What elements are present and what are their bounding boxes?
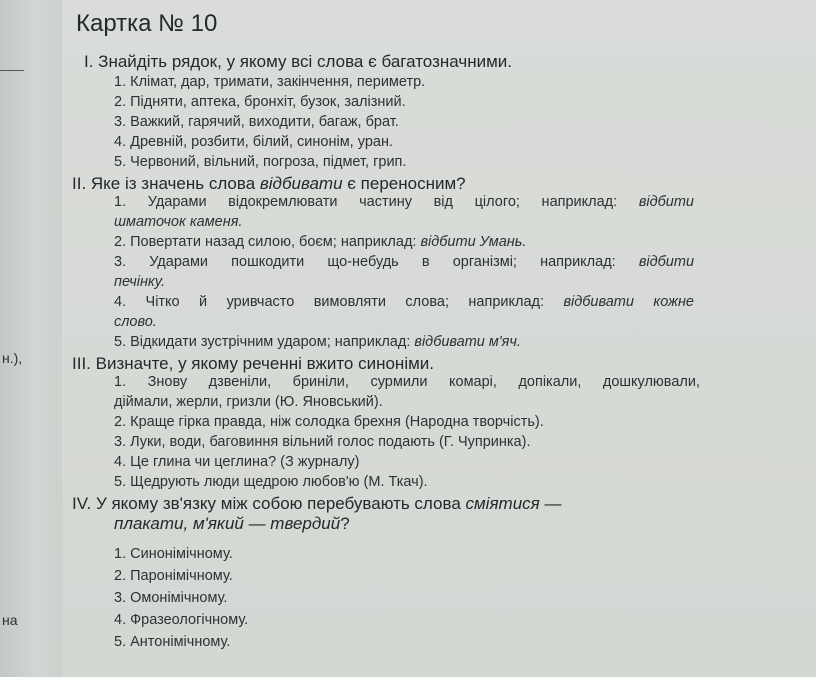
list-item: 5. Щедрують люди щедрою любов'ю (М. Ткач). — [114, 474, 428, 490]
list-item: 2. Краще гірка правда, ніж солодка брехня (Народна творчість). — [114, 414, 544, 430]
list-item: 1. Ударами відокремлювати частину від цілого; наприклад: відбити — [114, 194, 694, 210]
heading-text: IV. У якому зв'язку між собою перебувають слова — [72, 494, 466, 513]
list-item: 1. Клімат, дар, тримати, закінчення, периметр. — [114, 74, 426, 90]
section-3-heading: III. Визначте, у якому реченні вжито синоніми. — [72, 354, 435, 373]
list-item: 2. Паронімічному. — [114, 568, 233, 584]
list-item: 2. Підняти, аптека, бронхіт, бузок, залізний. — [114, 94, 406, 110]
list-item-continuation: печінку. — [114, 274, 166, 290]
list-item: 1. Синонімічному. — [114, 546, 233, 562]
list-item: 3. Луки, води, баговиння вільний голос подають (Г. Чупринка). — [114, 434, 531, 450]
heading-term: відбивати — [259, 174, 343, 193]
section-1-heading: I. Знайдіть рядок, у якому всі слова є багатозначними. — [84, 52, 512, 71]
heading-text: II. Яке із значень слова — [72, 174, 260, 193]
list-item: 5. Антонімічному. — [114, 634, 231, 650]
list-item: 5. Червоний, вільний, погроза, підмет, грип. — [114, 154, 407, 170]
list-item: 3. Омонімічному. — [114, 590, 228, 606]
heading-text: є переносним? — [342, 174, 466, 193]
list-item-continuation: слово. — [114, 314, 157, 330]
left-page-margin — [0, 0, 63, 677]
list-item: 5. Відкидати зустрічним ударом; наприклад: відбивати м'яч. — [114, 334, 521, 350]
list-item: 2. Повертати назад силою, боєм; наприклад: відбити Умань. — [114, 234, 527, 250]
card-title: Картка № 10 — [76, 10, 218, 37]
list-item: 4. Чітко й уривчасто вимовляти слова; наприклад: відбивати кожне — [114, 294, 694, 310]
list-item-continuation: діймали, жерли, гризли (Ю. Яновський). — [114, 394, 383, 410]
section-4-heading — [72, 494, 561, 514]
heading-term: сміятися — — [465, 494, 562, 513]
list-item: 4. Фразеологічному. — [114, 612, 249, 628]
margin-fragment: н.), — [2, 350, 23, 366]
list-item: 3. Важкий, гарячий, виходити, багаж, брат. — [114, 114, 399, 130]
margin-rule — [0, 70, 24, 71]
section-4-heading-continuation: плакати, м'який — твердий? — [114, 514, 350, 533]
list-item: 1. Знову дзвеніли, бриніли, сурмили комарі, допікали, дошкулювали, — [114, 374, 700, 390]
list-item: 3. Ударами пошкодити що-небудь в організмі; наприклад: відбити — [114, 254, 695, 270]
margin-fragment: на — [2, 612, 18, 628]
book-page — [62, 0, 816, 677]
list-item: 4. Древній, розбити, білий, синонім, уран. — [114, 134, 393, 150]
list-item-continuation: шматочок каменя. — [114, 214, 243, 230]
list-item: 4. Це глина чи цеглина? (З журналу) — [114, 454, 360, 470]
heading-term: плакати, м'який — твердий — [114, 514, 341, 533]
section-2-heading — [72, 174, 466, 194]
